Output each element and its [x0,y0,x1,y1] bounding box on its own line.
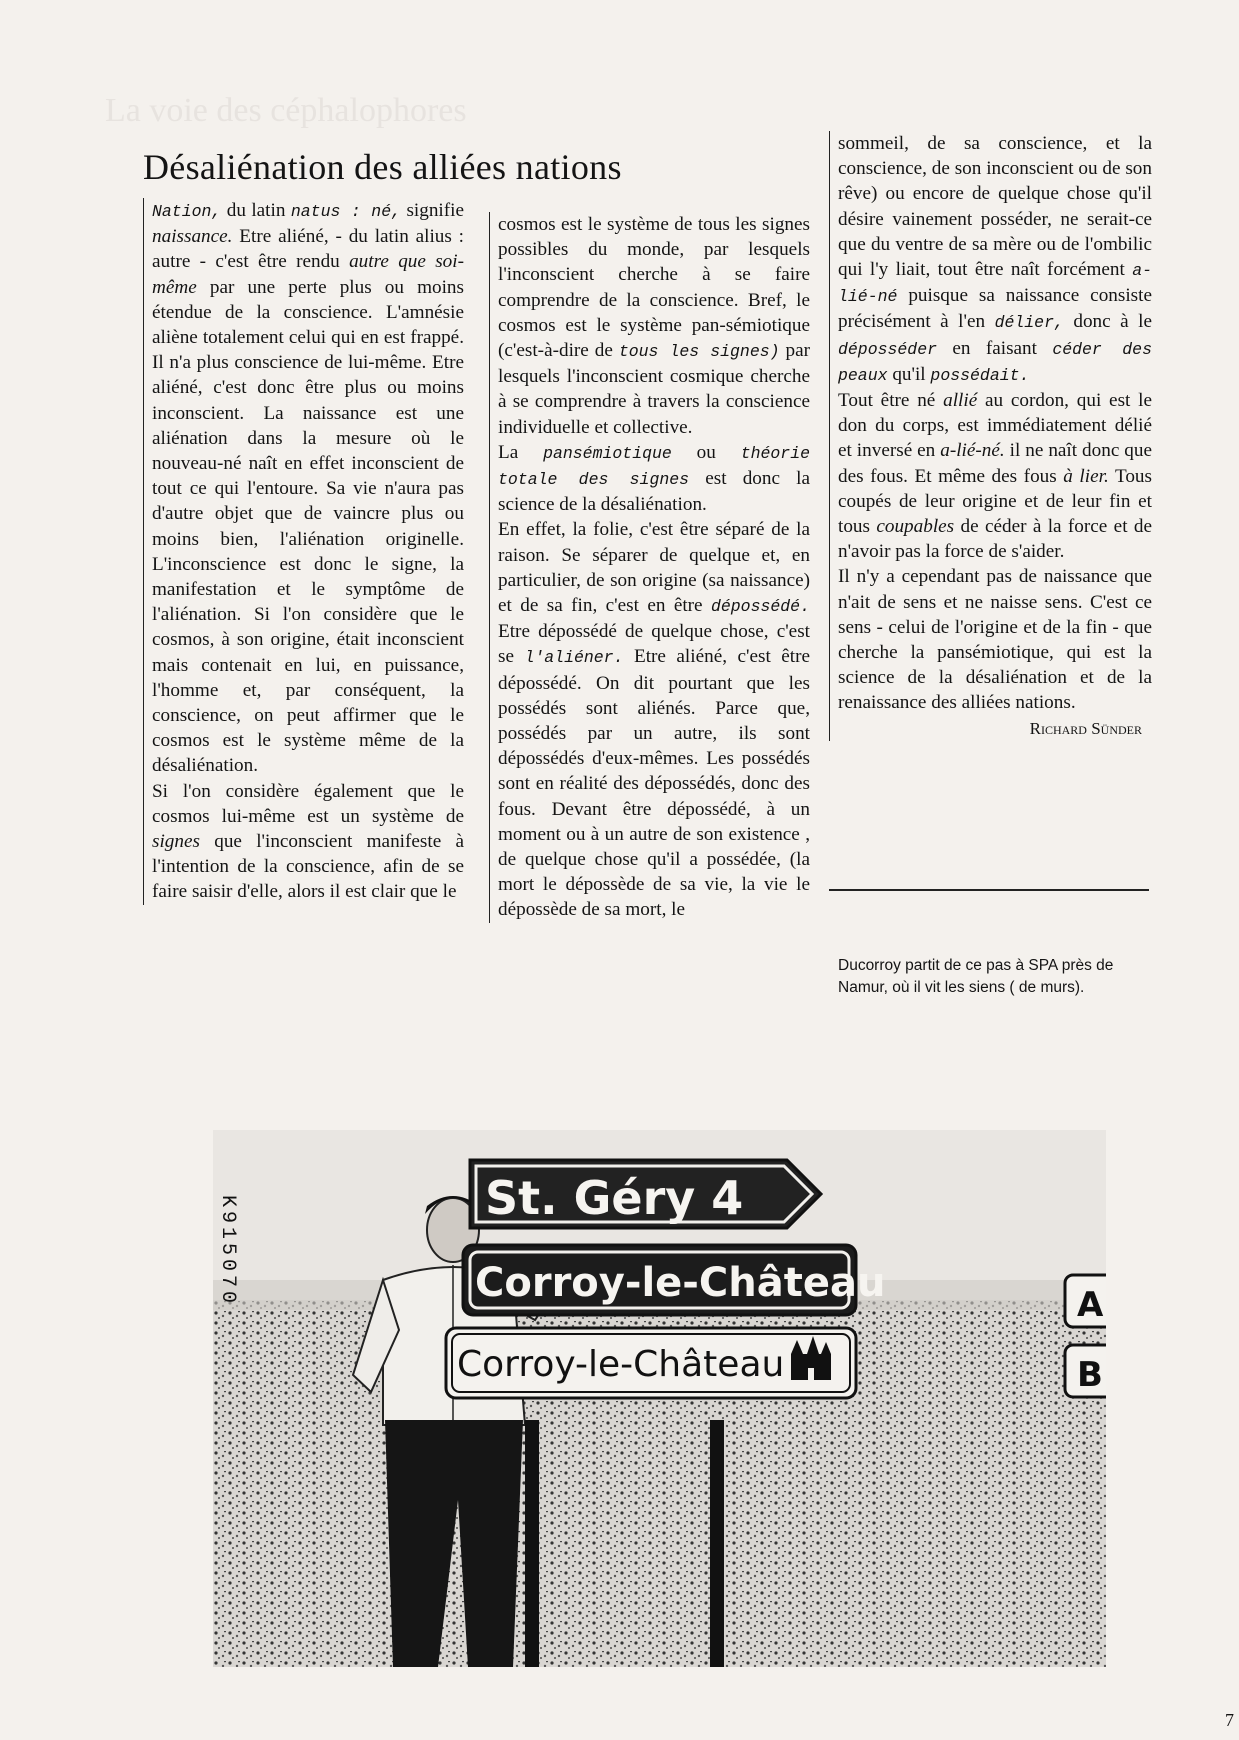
edge-sign-a: A [1077,1285,1104,1325]
sign-middle-text: Corroy-le-Château [475,1260,886,1306]
article-title: Désaliénation des alliées nations [143,147,622,187]
column-2-text: cosmos est le système de tous les signes possibles du monde, par lesquels l'inconscient cherche à se faire comprendre de la conscience. Bref, le cosmos est le système pan-sémiotique (c'est-à-dire de tous les signes) par lesquels l'inconscient cosmique cherche à se comprendre à travers la conscience individuelle et collective. La pansémiotique ou théorie totale des signes est donc la science de la désaliénation. En effet, la folie, c'est être séparé de la raison. Se séparer de quelque et, en particulier, de son origine (sa naissance) et de sa fin, c'est en être dépossédé. Etre dépossédé de quelque chose, c'est se l'aliéner. Etre aliéné, c'est être dépossédé. On dit pourtant que les possédés sont aliénés. Parce que, possédés par un autre, ils sont dépossédés d'eux-mêmes. Les possédés sont en réalité des dépossédés, donc des fous. Devant être dépossédé, à un moment ou à un autre de son existence , de quelque chose qu'il a possédée, (la mort le dépossède de sa vie, la vie le dépossède de sa mort, le [498,214,810,921]
page-number: 7 [1225,1710,1234,1730]
column-1-text: Nation, du latin natus : né, signifie naissance. Etre aliéné, - du latin alius : autre - c'est être rendu autre que soi-même par une perte plus ou moins étendue de la conscience. L'amnésie aliène totalement celui qui en est frappé. Il n'a plus conscience de lui-même. Etre aliéné, c'est donc être plus ou moins inconscient. La naissance est une aliénation dans la mesure où le nouveau-né naît en effet inconscient de tout ce qui l'entoure. Sa vie n'aura pas d'autre objet que de vaincre plus ou moins bien, l'aliénation originelle. L'inconscience est donc le signe, la manifestation et le symptôme de l'aliénation. Si l'on considère que le cosmos, à son origine, était inconscient mais contenait en lui, en puissance, l'homme et, par conséquent, la conscience, on peut affirmer que le cosmos est le système même de la désaliénation. Si l'on considère également que le cosmos lui-même est un système de signes que l'inconscient manifeste à l'intention de la conscience, afin de se faire saisir d'elle, alors il est clair que le [152,200,465,903]
column-3-text: sommeil, de sa conscience, et la conscience, de son inconscient ou de son rêve) ou encore de quelque chose qu'il désire vainement posséder, ne serait-ce que du ventre de sa mère ou de l'ombilic qui l'y liait, tout être naît forcément a-lié-né puisque sa naissance consiste précisément à l'en délier, donc à le déposséder en faisant céder des peaux qu'il possédait. Tout être né allié au cordon, qui est le don du corps, est immédiatement délié et inversé en a-lié-né. il ne naît donc que des fous. Et même des fous à lier. Tous coupés de leur origine et de leur fin et tous coupables de céder à la force et de n'avoir pas la force de s'aider. Il n'y a cependant pas de naissance que n'ait de sens et ne naisse sens. C'est ce sens - celui de l'origine et de la fin - que cherche la pansémiotique, qui est la science de la désaliénation et de la renaissance des alliées nations. Richard Sünder [830,131,1152,741]
photo-side-code: K915070 [216,1195,239,1308]
column-1 [143,198,464,905]
photo-caption: Ducorroy partit de ce pas à SPA près de Namur, où il vit les siens ( de murs). [838,957,1114,996]
author-name: Richard Sünder [1029,718,1142,738]
show-through-heading: La voie des céphalophores [105,92,467,129]
column-3 [829,131,1152,741]
caption-divider [829,889,1149,891]
sign-top-text: St. Géry 4 [485,1171,744,1225]
photo-man-with-road-signs [213,1130,1106,1667]
sign-bottom-text: Corroy-le-Château [457,1344,785,1385]
edge-sign-b: B [1077,1355,1103,1395]
column-2 [489,212,810,923]
